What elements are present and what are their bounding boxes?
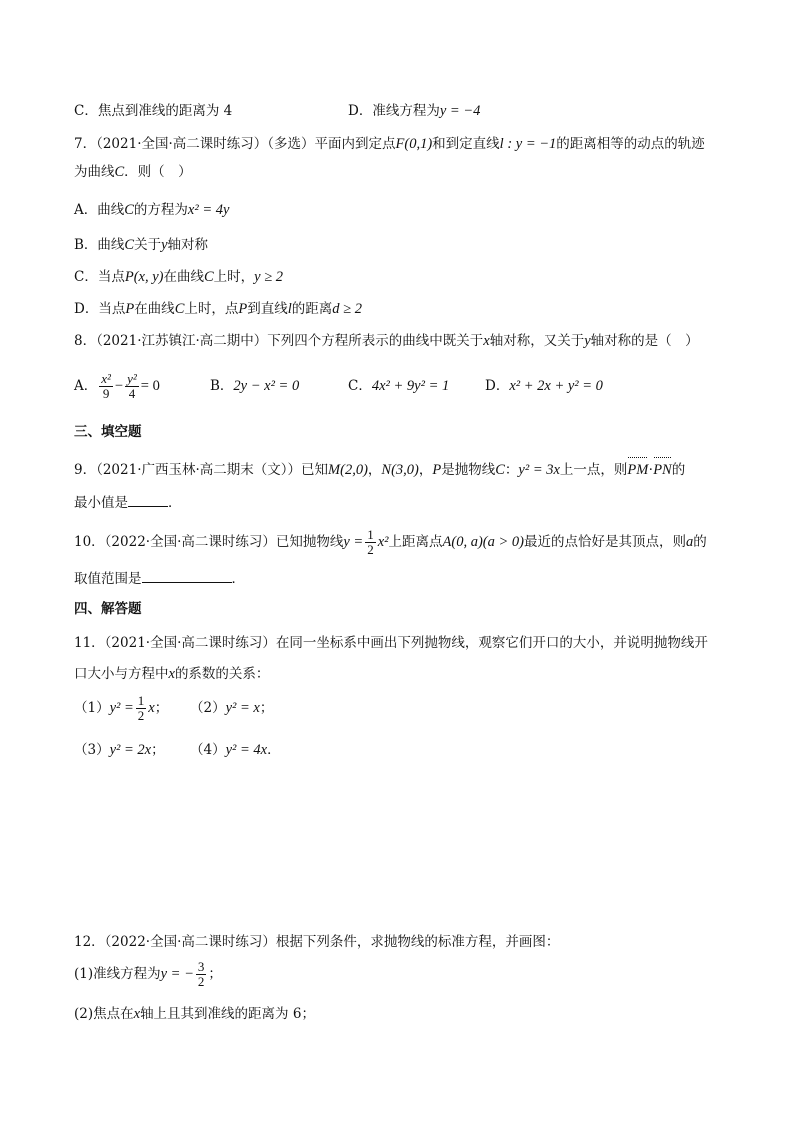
q8-stem: 8．（2021·江苏镇江·高二期中）下列四个方程所表示的曲线中既关于x轴对称，又关于y轴对称的是（ ） <box>74 333 699 349</box>
answer-blank[interactable] <box>128 492 168 507</box>
q8-option-b: B．2y − x² = 0 <box>210 378 300 394</box>
q6-option-d: D．准线方程为y = −4 <box>348 103 481 119</box>
answer-blank[interactable] <box>142 568 232 583</box>
q11-stem-line1: 11．（2021·全国·高二课时练习）在同一坐标系中画出下列抛物线，观察它们开口的大小，并说明抛物线开 <box>74 635 708 651</box>
q7-option-c: C．当点P(x, y)在曲线C上时，y ≥ 2 <box>74 269 284 285</box>
q7-option-a: A．曲线C的方程为x² = 4y <box>74 202 230 218</box>
q7-option-b: B．曲线C关于y轴对称 <box>74 237 209 253</box>
q11-part-4: （4）y² = 4x． <box>190 742 281 758</box>
q10-stem-line2: 取值范围是 ． <box>74 568 245 589</box>
q12-stem: 12．（2022·全国·高二课时练习）根据下列条件，求抛物线的标准方程，并画图： <box>74 934 560 950</box>
q7-stem-line1: 7．（2021·全国·高二课时练习）（多选）平面内到定点F(0,1)和到定直线l : y = −1的距离相等的动点的轨迹 <box>74 136 705 152</box>
q11-stem-line2: 口大小与方程中x的系数的关系： <box>74 666 270 682</box>
section-heading-fill-in: 三、填空题 <box>74 424 142 440</box>
q11-part-3: （3）y² = 2x； <box>74 742 165 758</box>
q9-stem-line1: 9．（2021·广西玉林·高二期末（文））已知M(2,0)，N(3,0)，P是抛物线C：y² = 3x上一点，则PM·PN的 <box>74 462 686 478</box>
q12-part-1: (1)准线方程为y = − $\frac{3}{2}$ ； <box>74 959 222 989</box>
q10-stem-line1: 10．（2022·全国·高二课时练习）已知抛物线y = $\frac{1}{2}$ x²上距离点A(0, a)(a > 0)最近的点恰好是其顶点，则a的 <box>74 527 707 557</box>
section-heading-answer: 四、解答题 <box>74 601 142 617</box>
q11-part-1: （1）y² = $\frac{1}{2}$ x； <box>74 693 169 723</box>
q9-stem-line2: 最小值是 ． <box>74 492 182 513</box>
q6-option-c: C．焦点到准线的距离为 4 <box>74 103 233 119</box>
q8-option-a: A． $\frac{\text{x²}}{9}$ − $\frac{\text{y²}}{4}$ = 0 <box>74 371 160 401</box>
q12-part-2: (2)焦点在x轴上且其到准线的距离为 6； <box>74 1006 315 1022</box>
q8-option-c: C．4x² + 9y² = 1 <box>348 378 450 394</box>
q8-option-d: D．x² + 2x + y² = 0 <box>485 378 603 394</box>
q7-stem-line2: 为曲线C．则（ ） <box>74 164 192 180</box>
q7-option-d: D．当点P在曲线C上时，点P到直线l的距离d ≥ 2 <box>74 301 362 317</box>
q8-options-row <box>74 368 160 404</box>
q11-part-2: （2）y² = x； <box>190 700 274 716</box>
